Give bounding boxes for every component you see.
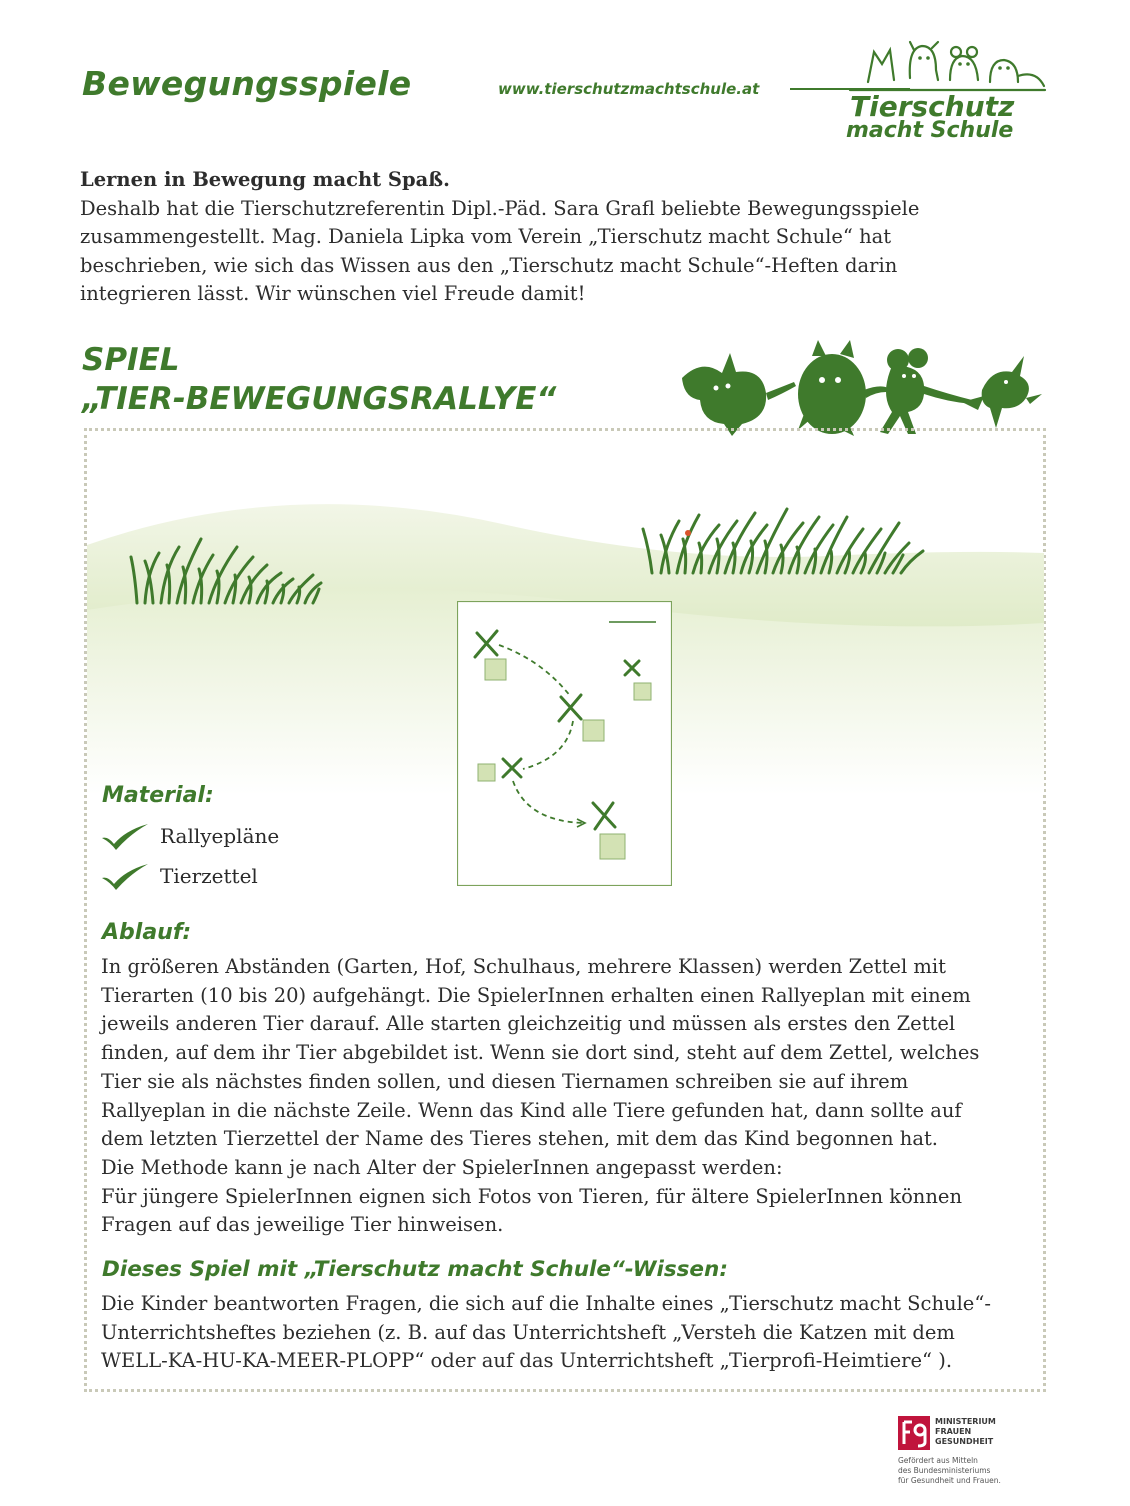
intro-lead: Lernen in Bewegung macht Spaß. [80, 168, 450, 191]
material-heading: Material: [102, 783, 214, 808]
funding-note-line: des Bundesministeriums [898, 1466, 991, 1475]
wissen-heading: Dieses Spiel mit „Tierschutz macht Schule“-Wissen: [102, 1257, 728, 1282]
ablauf-line: jeweils anderen Tier darauf. Alle starten gleichzeitig und müssen als erstes den Zettel [101, 1012, 956, 1036]
funding-note [898, 1456, 1028, 1486]
material-item: Tierzettel [160, 864, 258, 888]
ministry-name-line: FRAUEN [935, 1427, 972, 1436]
intro-line: zusammengestellt. Mag. Daniela Lipka vom Verein „Tierschutz macht Schule“ hat [80, 225, 892, 248]
ministry-logo-icon [898, 1416, 930, 1450]
game-title-line-1: SPIEL [82, 342, 180, 378]
checkmark-icon [100, 822, 150, 850]
logo-text-tierschutz: Tierschutz [850, 90, 1015, 123]
wissen-line: Unterrichtsheftes beziehen (z. B. auf das Unterrichtsheft „Versteh die Katzen mit dem [101, 1320, 955, 1344]
ministry-name [935, 1417, 1025, 1447]
logo-text-macht-schule: macht Schule [846, 118, 1014, 143]
ablauf-line: Tierarten (10 bis 20) aufgehängt. Die SpielerInnen erhalten einen Rallyeplan mit einem [101, 983, 971, 1007]
ablauf-line: In größeren Abständen (Garten, Hof, Schulhaus, mehrere Klassen) werden Zettel mit [101, 955, 946, 978]
dancing-animals-illustration-icon [672, 338, 1052, 438]
ablauf-line: Rallyeplan in die nächste Zeile. Wenn das Kind alle Tiere gefunden hat, dann sollte auf [101, 1098, 962, 1122]
ablauf-line: finden, auf dem ihr Tier abgebildet ist. Wenn sie dort sind, steht auf dem Zettel, welches [101, 1041, 980, 1065]
material-item: Rallyepläne [160, 824, 280, 848]
intro-line: Deshalb hat die Tierschutzreferentin Dipl.-Päd. Sara Grafl beliebte Bewegungsspiele [80, 196, 920, 220]
ablauf-line: Tier sie als nächstes finden sollen, und diesen Tiernamen schreiben sie auf ihrem [101, 1069, 909, 1093]
rally-plan-illustration [457, 601, 672, 886]
wissen-text [101, 1290, 1036, 1376]
wissen-line: Die Kinder beantworten Fragen, die sich auf die Inhalte eines „Tierschutz macht Schule“- [101, 1292, 991, 1315]
funding-note-line: für Gesundheit und Frauen. [898, 1476, 1001, 1485]
game-title-line-2: „TIER-BEWEGUNGSRALLYE“ [82, 381, 557, 417]
intro-line: integrieren lässt. Wir wünschen viel Freude damit! [80, 282, 586, 305]
checkmark-icon [100, 862, 150, 890]
intro-paragraph [80, 166, 1030, 309]
ablauf-heading: Ablauf: [102, 920, 192, 945]
ablauf-line: Fragen auf das jeweilige Tier hinweisen. [101, 1213, 504, 1237]
ablauf-line: Die Methode kann je nach Alter der SpielerInnen angepasst werden: [101, 1155, 783, 1179]
ministry-name-line: MINISTERIUM [935, 1417, 996, 1426]
wissen-line: WELL-KA-HU-KA-MEER-PLOPP“ oder auf das Unterrichtsheft „Tierprofi-Heimtiere“ ). [101, 1349, 953, 1373]
ablauf-line: Für jüngere SpielerInnen eignen sich Fotos von Tieren, für ältere SpielerInnen können [101, 1184, 963, 1208]
intro-line: beschrieben, wie sich das Wissen aus den „Tierschutz macht Schule“-Heften darin [80, 253, 898, 277]
ablauf-text [101, 953, 1031, 1240]
website-url[interactable]: www.tierschutzmachtschule.at [498, 80, 760, 98]
ablauf-line: dem letzten Tierzettel der Name des Tieres stehen, mit dem das Kind begonnen hat. [101, 1127, 938, 1151]
funding-note-line: Gefördert aus Mitteln [898, 1456, 978, 1465]
page-title: Bewegungsspiele [82, 64, 412, 103]
ministry-name-line: GESUNDHEIT [935, 1437, 994, 1446]
